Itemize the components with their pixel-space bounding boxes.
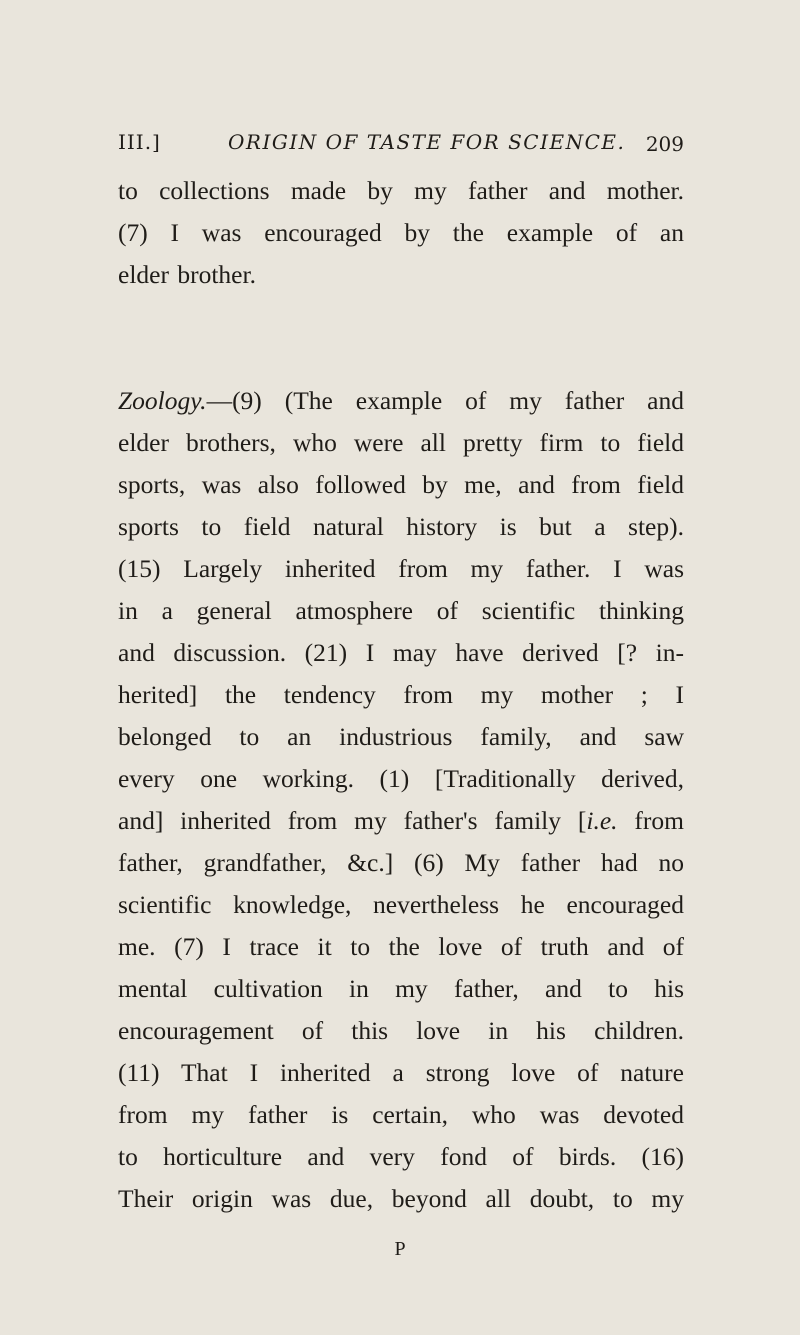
text-span: from: [617, 806, 684, 835]
running-title: ORIGIN OF TASTE FOR SCIENCE.: [228, 130, 626, 154]
text-span: —(9) (The example of my father and: [206, 386, 684, 415]
chapter-marker: III.]: [118, 130, 161, 154]
text-line: scientific knowledge, nevertheless he encouraged: [118, 890, 684, 919]
text-line: Their origin was due, beyond all doubt, to my: [118, 1184, 684, 1213]
text-span: and] inherited from my father's family [: [118, 806, 587, 835]
text-line: encouragement of this love in his children.: [118, 1016, 684, 1045]
text-line: in a general atmosphere of scientific thinking: [118, 596, 684, 625]
text-line: to collections made by my father and mother.: [118, 176, 684, 205]
italic-abbreviation: i.e.: [586, 806, 618, 835]
text-line: from my father is certain, who was devoted: [118, 1100, 684, 1129]
text-line: elder brother.: [118, 260, 256, 289]
text-line: to horticulture and very fond of birds. (16): [118, 1142, 684, 1171]
body-text: [118, 170, 684, 1220]
running-header: [118, 130, 684, 162]
section-heading: Zoology.: [118, 386, 207, 415]
text-line: [118, 800, 684, 842]
text-line: (15) Largely inherited from my father. I was: [118, 554, 684, 583]
text-line: herited] the tendency from my mother ; I: [118, 680, 684, 709]
signature-mark: P: [394, 1238, 406, 1260]
text-line: father, grandfather, &c.] (6) My father had no: [118, 848, 684, 877]
page-number: 209: [645, 132, 684, 156]
text-line: (7) I was encouraged by the example of an: [118, 218, 684, 247]
text-line: every one working. (1) [Traditionally derived,: [118, 764, 684, 793]
text-line: mental cultivation in my father, and to his: [118, 974, 684, 1003]
paragraph-gap: [118, 296, 684, 380]
text-line: belonged to an industrious family, and saw: [118, 722, 684, 751]
text-line: sports to field natural history is but a step).: [118, 512, 684, 541]
text-line: me. (7) I trace it to the love of truth and of: [118, 932, 684, 961]
text-line: sports, was also followed by me, and from field: [118, 470, 684, 499]
text-line: elder brothers, who were all pretty firm to field: [118, 428, 684, 457]
text-line: (11) That I inherited a strong love of nature: [118, 1058, 684, 1087]
text-line: and discussion. (21) I may have derived [? in-: [118, 638, 684, 667]
text-line: [118, 380, 684, 422]
